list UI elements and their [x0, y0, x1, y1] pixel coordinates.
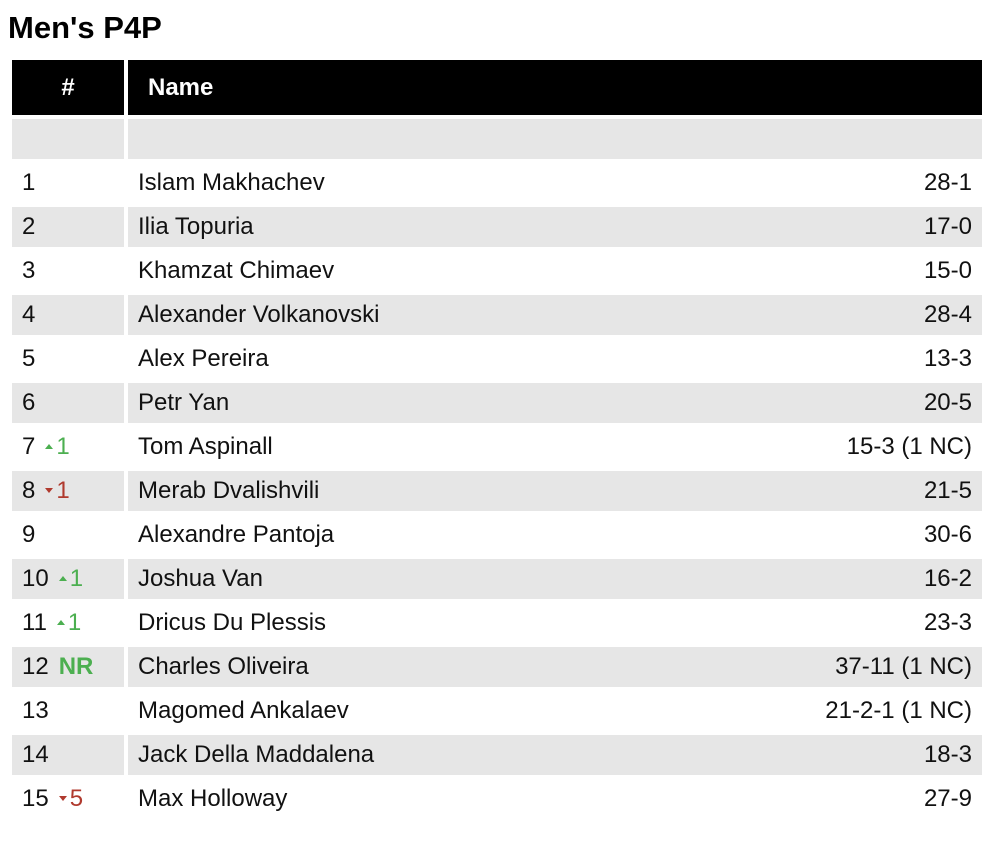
fighter-record: 37-11 (1 NC): [835, 653, 972, 680]
rank-change-up: [45, 433, 69, 460]
rank-cell: [12, 559, 124, 599]
rank-number: 7: [22, 433, 36, 460]
fighter-name[interactable]: Joshua Van: [138, 565, 263, 592]
rank-number: 3: [22, 257, 36, 284]
rank-cell: [12, 471, 124, 511]
fighter-name[interactable]: Jack Della Maddalena: [138, 741, 375, 768]
table-row: [12, 251, 982, 291]
fighter-record: 16-2: [923, 565, 972, 592]
rank-cell: [12, 427, 124, 467]
rank-change-down: [59, 785, 83, 812]
table-row: [12, 427, 982, 467]
not-ranked-badge: [59, 653, 94, 680]
rank-change-value: 5: [69, 785, 84, 812]
table-row: [12, 383, 982, 423]
table-row: [12, 735, 982, 775]
fighter-record: 17-0: [923, 213, 972, 240]
fighter-name[interactable]: Ilia Topuria: [138, 213, 254, 240]
rank-change-up: [57, 609, 81, 636]
rank-number: 13: [22, 697, 49, 724]
table-row: [12, 779, 982, 819]
table-row: [12, 207, 982, 247]
fighter-cell: [128, 427, 982, 467]
arrow-down-icon: [59, 796, 67, 801]
rank-cell: [12, 603, 124, 643]
page-title: Men's P4P: [8, 10, 162, 45]
arrow-up-icon: [57, 620, 65, 625]
table-row: [12, 603, 982, 643]
rankings-table: [8, 56, 986, 823]
rank-change-value: 1: [56, 477, 70, 504]
fighter-record: 27-9: [923, 785, 972, 812]
rank-cell: [12, 735, 124, 775]
fighter-cell: [128, 207, 982, 247]
fighter-cell: [128, 163, 982, 203]
table-row: [12, 559, 982, 599]
name-column-header[interactable]: Name: [128, 60, 982, 115]
rank-column-header[interactable]: #: [12, 60, 124, 115]
rank-change-value: 1: [67, 609, 82, 636]
fighter-record: 15-3 (1 NC): [846, 433, 972, 460]
fighter-record: 28-1: [923, 169, 972, 196]
fighter-record: 23-3: [923, 609, 972, 636]
rank-number: 5: [22, 345, 36, 372]
rank-number: 2: [22, 213, 36, 240]
fighter-name[interactable]: Max Holloway: [138, 785, 288, 812]
fighter-cell: [128, 515, 982, 555]
fighter-record: 30-6: [923, 521, 972, 548]
fighter-cell: [128, 603, 982, 643]
fighter-name[interactable]: Charles Oliveira: [138, 653, 309, 680]
fighter-record: 15-0: [923, 257, 972, 284]
rank-number: 1: [22, 169, 36, 196]
fighter-record: 20-5: [923, 389, 972, 416]
empty-cell: [128, 119, 982, 159]
fighter-name[interactable]: Dricus Du Plessis: [138, 609, 327, 636]
rank-change-up: [59, 565, 83, 592]
rank-number: 4: [22, 301, 36, 328]
fighter-name[interactable]: Khamzat Chimaev: [138, 257, 335, 284]
rank-cell: [12, 251, 124, 291]
fighter-cell: [128, 691, 982, 731]
fighter-name[interactable]: Merab Dvalishvili: [138, 477, 320, 504]
fighter-name[interactable]: Magomed Ankalaev: [138, 697, 349, 724]
table-row: [12, 515, 982, 555]
empty-cell: [12, 119, 124, 159]
arrow-up-icon: [45, 444, 53, 449]
fighter-name[interactable]: Tom Aspinall: [138, 433, 273, 460]
fighter-name[interactable]: Alexander Volkanovski: [138, 301, 380, 328]
arrow-down-icon: [45, 488, 53, 493]
fighter-cell: [128, 779, 982, 819]
fighter-cell: [128, 559, 982, 599]
rank-change-value: NR: [58, 653, 94, 680]
rank-cell: [12, 647, 124, 687]
rank-number: 10: [22, 565, 49, 592]
rank-cell: [12, 207, 124, 247]
rankings-body: [12, 119, 982, 819]
rank-number: 8: [22, 477, 36, 504]
fighter-name[interactable]: Islam Makhachev: [138, 169, 325, 196]
fighter-record: 13-3: [923, 345, 972, 372]
rank-cell: [12, 163, 124, 203]
fighter-name[interactable]: Petr Yan: [138, 389, 230, 416]
fighter-cell: [128, 251, 982, 291]
rank-cell: [12, 339, 124, 379]
fighter-record: 18-3: [923, 741, 972, 768]
rank-change-down: [45, 477, 69, 504]
fighter-record: 21-2-1 (1 NC): [825, 697, 972, 724]
fighter-cell: [128, 647, 982, 687]
fighter-cell: [128, 383, 982, 423]
table-row: [12, 295, 982, 335]
table-row: [12, 163, 982, 203]
table-header-row: [12, 60, 982, 115]
fighter-record: 21-5: [923, 477, 972, 504]
rank-number: 15: [22, 785, 49, 812]
fighter-name[interactable]: Alexandre Pantoja: [138, 521, 335, 548]
arrow-up-icon: [59, 576, 67, 581]
rank-number: 12: [22, 653, 49, 680]
fighter-cell: [128, 339, 982, 379]
rank-change-value: 1: [56, 433, 70, 460]
fighter-cell: [128, 735, 982, 775]
empty-row: [12, 119, 982, 159]
table-row: [12, 691, 982, 731]
rank-cell: [12, 383, 124, 423]
rank-cell: [12, 515, 124, 555]
rank-number: 6: [22, 389, 36, 416]
fighter-name[interactable]: Alex Pereira: [138, 345, 269, 372]
rank-change-value: 1: [69, 565, 84, 592]
fighter-cell: [128, 471, 982, 511]
fighter-record: 28-4: [923, 301, 972, 328]
rank-cell: [12, 691, 124, 731]
rank-cell: [12, 295, 124, 335]
rank-number: 11: [22, 609, 47, 636]
table-row: [12, 647, 982, 687]
table-row: [12, 471, 982, 511]
rank-number: 14: [22, 741, 49, 768]
rank-number: 9: [22, 521, 36, 548]
fighter-cell: [128, 295, 982, 335]
rank-cell: [12, 779, 124, 819]
table-row: [12, 339, 982, 379]
